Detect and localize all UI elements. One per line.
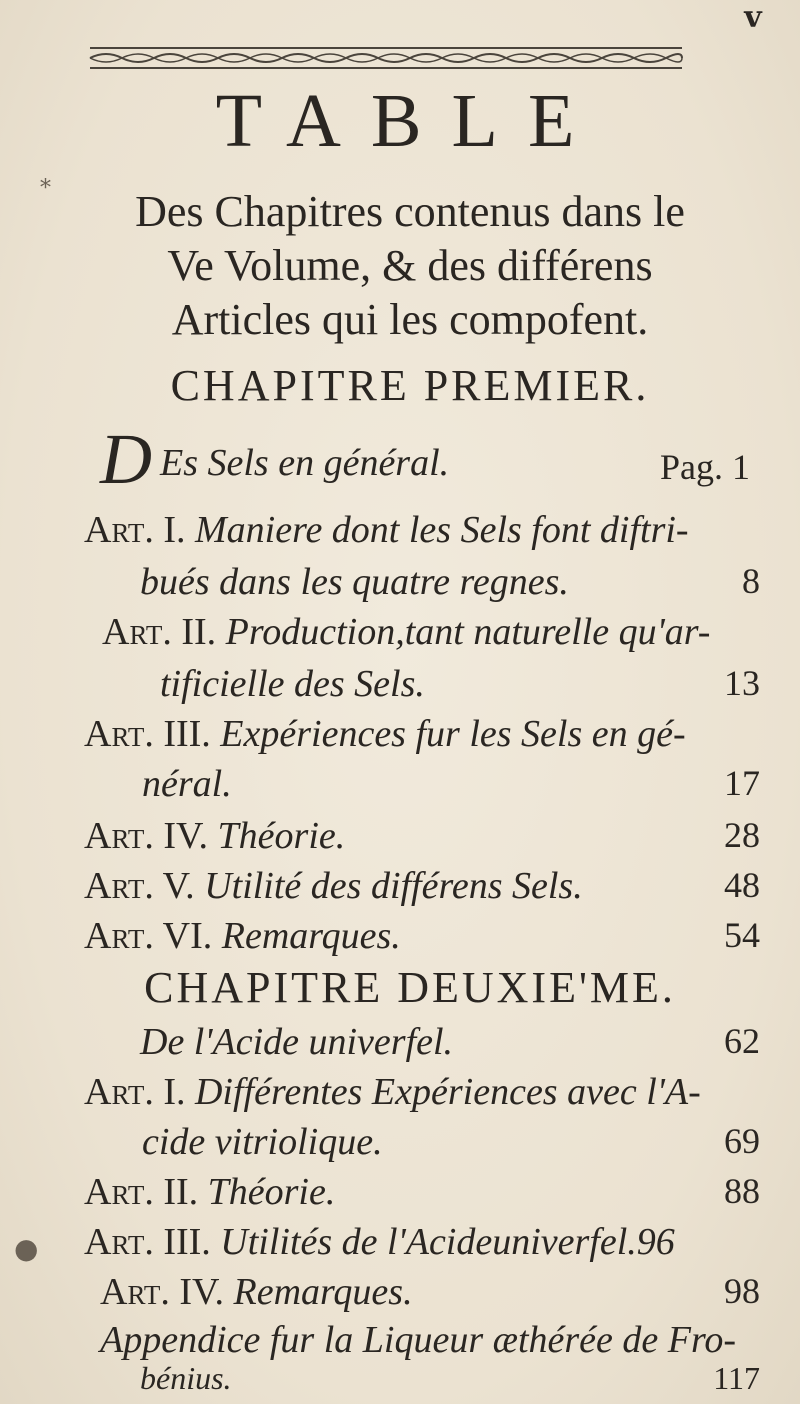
entry-label: Art. II.: [84, 1171, 199, 1213]
subtitle-line-3: Articles qui les compofent.: [171, 295, 649, 344]
toc-entry-ch2-art3: [84, 1220, 675, 1264]
toc-entry-appendix: Appendice fur la Liqueur æthérée de Fro-: [100, 1319, 737, 1361]
entry-label: Art. I.: [84, 1071, 186, 1113]
entry-page: 28: [724, 815, 760, 855]
subtitle-line-1: Des Chapitres contenus dans le: [135, 187, 685, 236]
chapter-2-heading: CHAPITRE DEUXIE'ME.: [144, 963, 676, 1012]
entry-continuation: bués dans les quatre regnes.: [140, 561, 569, 603]
entry-continuation: cide vitriolique.: [142, 1121, 383, 1163]
entry-text: Expériences fur les Sels en gé-: [220, 713, 686, 755]
toc-entry-ch1-art4: [84, 814, 345, 858]
entry-label: Art. III.: [84, 713, 211, 755]
entry-label: Art. IV.: [100, 1271, 225, 1313]
toc-entry-ch1-art3: [84, 712, 686, 756]
toc-entry-ch1-art1: [84, 508, 689, 552]
entry-text: Maniere dont les Sels font diftri-: [194, 509, 689, 551]
chapter-1-intro-page: Pag. 1: [660, 447, 750, 487]
entry-text: Remarques.: [233, 1271, 413, 1313]
ornamental-border: [86, 42, 686, 74]
subtitle-line-2: Ve Volume, & des différens: [167, 241, 653, 290]
entry-label: Art. III.: [84, 1221, 211, 1263]
entry-page: 69: [724, 1121, 760, 1161]
page-title: TABLE: [215, 79, 605, 163]
entry-page: 8: [742, 561, 760, 601]
entry-page: 88: [724, 1171, 760, 1211]
entry-text: Utilités de l'Acideuniverfel.96: [220, 1221, 675, 1263]
entry-page: 54: [724, 915, 760, 955]
signature-mark: v: [744, 0, 762, 35]
entry-label: Art. IV.: [84, 815, 209, 857]
chapter-2-intro: De l'Acide univerfel.: [140, 1021, 454, 1063]
entry-text: Théorie.: [207, 1171, 336, 1213]
entry-text: Différentes Expériences avec l'A-: [194, 1071, 701, 1113]
entry-label: Art. VI.: [84, 915, 213, 957]
margin-stain-icon: ●: [14, 1232, 39, 1265]
toc-entry-ch1-art6: [84, 914, 401, 958]
entry-text: Production,tant naturelle qu'ar-: [225, 611, 711, 653]
entry-page: 48: [724, 865, 760, 905]
entry-page: 13: [724, 663, 760, 703]
toc-entry-ch2-art2: [84, 1170, 335, 1214]
entry-label: Art. II.: [102, 611, 217, 653]
entry-continuation: tificielle des Sels.: [160, 663, 425, 705]
entry-continuation: néral.: [142, 763, 232, 805]
chapter-1-intro-text: Es Sels en général.: [160, 442, 450, 484]
entry-page: 98: [724, 1271, 760, 1311]
entry-text: Remarques.: [221, 915, 401, 957]
entry-continuation: bénius.: [140, 1360, 232, 1396]
entry-label: Art. I.: [84, 509, 186, 551]
toc-entry-ch1-art5: [84, 864, 583, 908]
margin-mark: *: [40, 176, 51, 201]
entry-text: Utilité des différens Sels.: [204, 865, 583, 907]
entry-label: Art. V.: [84, 865, 195, 907]
entry-page: 117: [713, 1360, 760, 1396]
toc-entry-ch1-art2: [102, 610, 710, 654]
toc-entry-ch2-art4: [100, 1270, 413, 1314]
dropcap-letter: D: [100, 419, 152, 499]
toc-entry-ch2-art1: [84, 1070, 701, 1114]
chapter-1-intro: [100, 418, 449, 501]
entry-text: Théorie.: [217, 815, 346, 857]
chapter-1-heading: CHAPITRE PREMIER.: [170, 361, 650, 410]
entry-page: 17: [724, 763, 760, 803]
chapter-2-intro-page: 62: [724, 1021, 760, 1061]
